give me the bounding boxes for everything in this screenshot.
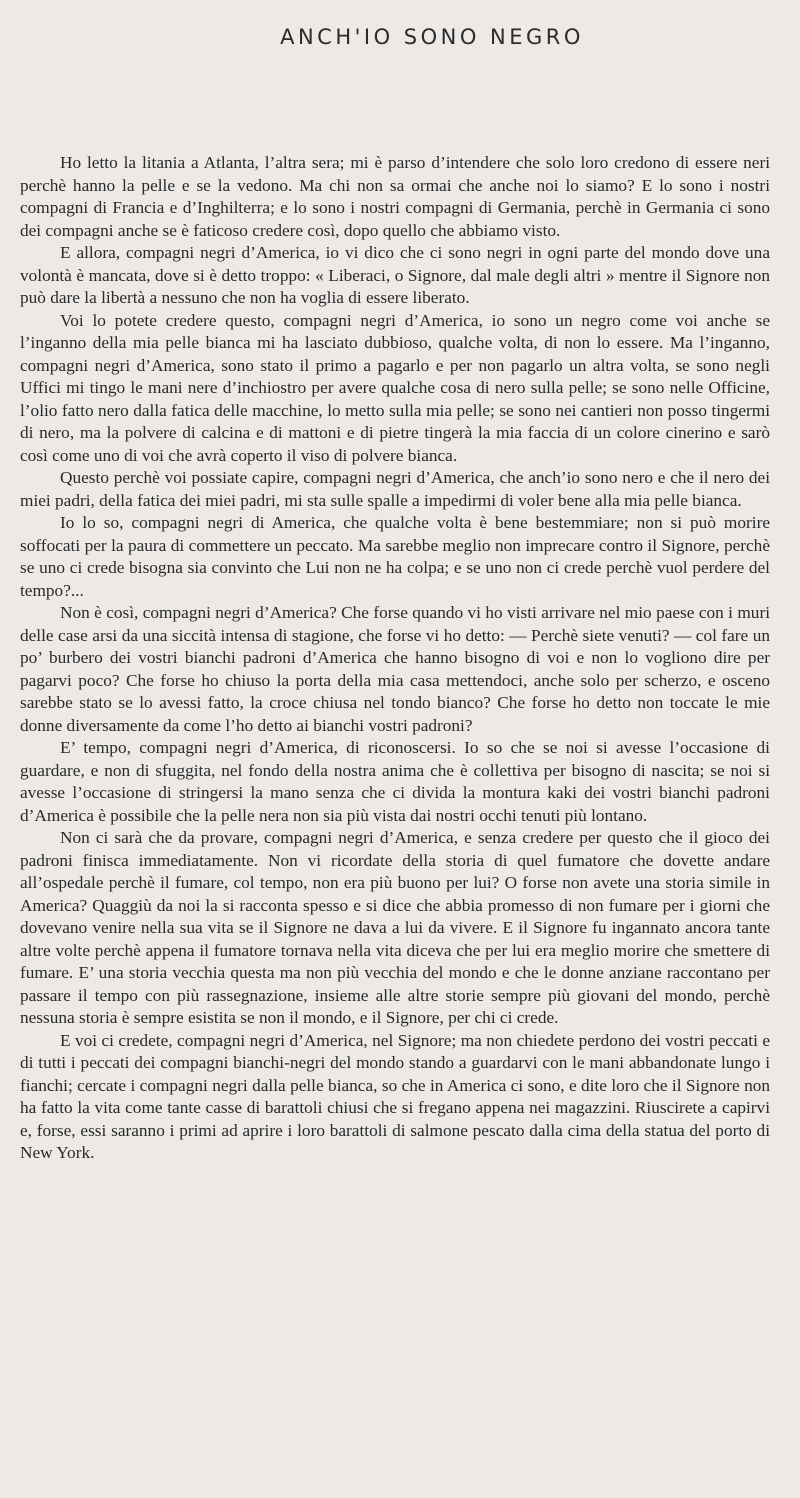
paragraph-9: E voi ci credete, compagni negri d’America, nel Signore; ma non chiedete perdono dei vostri peccati e di tutti i peccati dei compagni bianchi-negri del mondo stando a guardarvi con le mani abbandonate lungo i fianchi; cercate i compagni negri dalla pelle bianca, so che in America ci sono, e dite loro che il Signore non ha fatto la vita come tante casse di barattoli chiusi che si fregano appena nei magazzini. Riuscirete a capirvi e, forse, essi saranno i primi ad aprire i loro barattoli di salmone pescato dalla cima della statua del porto di New York. (20, 1030, 770, 1162)
paragraph-4: Questo perchè voi possiate capire, compagni negri d’America, che anch’io sono nero e che il nero dei miei padri, della fatica dei miei padri, mi sta sulle spalle a impedirmi di voler bene alla mia pelle bianca. (20, 468, 770, 510)
paragraph-7: E’ tempo, compagni negri d’America, di riconoscersi. Io so che se noi si avesse l’occasione di guardare, e non di sfuggita, nel fondo della nostra anima che è collettiva per bisogno di nascita; se noi si avesse l’occasione di stringersi la mano senza che ci divida la montura kaki dei vostri bianchi padroni d’America è possibile che la pelle nera non sia più vista dai nostri occhi tenuti più lontano. (20, 738, 770, 825)
article-title: ANCH'IO SONO NEGRO (280, 25, 584, 49)
paragraph-6: Non è così, compagni negri d’America? Che forse quando vi ho visti arrivare nel mio paese con i muri delle case arsi da una siccità intensa di stagione, che forse vi ho detto: — Perchè siete venuti? — col fare un po’ burbero dei vostri bianchi padroni d’America che hanno bisogno di voi e non lo vogliono dire per pagarvi poco? Che forse ho chiuso la porta della mia casa mettendoci, anche solo per scherzo, e osceno sarebbe stato se lo avessi fatto, la croce chiusa nel tondo bianco? Che forse ho detto non toccate le mie donne diversamente da come l’ho detto ai bianchi vostri padroni? (20, 603, 770, 735)
paragraph-5: Io lo so, compagni negri di America, che qualche volta è bene bestemmiare; non si può morire soffocati per la paura di commettere un peccato. Ma sarebbe meglio non imprecare contro il Signore, perchè se uno ci crede bisogna sia convinto che Lui non ne ha colpa; e se uno non ci crede perchè vuol perdere del tempo?... (20, 513, 770, 600)
article-body (20, 152, 770, 1165)
paragraph-2: E allora, compagni negri d’America, io vi dico che ci sono negri in ogni parte del mondo dove una volontà è mancata, dove si è detto troppo: « Liberaci, o Signore, dal male degli altri » mentre il Signore non può dare la libertà a nessuno che non ha voglia di essere liberato. (20, 243, 770, 307)
paragraph-1: Ho letto la litania a Atlanta, l’altra sera; mi è parso d’intendere che solo loro credono di essere neri perchè hanno la pelle e se la vedono. Ma chi non sa ormai che anche noi lo siamo? E lo sono i nostri compagni di Francia e d’Inghilterra; e lo sono i nostri compagni di Germania, perchè in Germania ci sono dei compagni anche se è faticoso credere così, dopo quello che abbiamo visto. (20, 153, 770, 240)
paragraph-3: Voi lo potete credere questo, compagni negri d’America, io sono un negro come voi anche se l’inganno della mia pelle bianca mi ha lasciato dubbioso, qualche volta, di non lo essere. Ma l’inganno, compagni negri d’America, sono stato il primo a pagarlo e per non pagarlo un altra volta, se sono negli Uffici mi tingo le mani nere d’inchiostro per avere qualche cosa di nero sulla pelle; se sono nelle Officine, l’olio fatto nero dalla fatica delle macchine, lo metto sulla mia pelle; se sono nei cantieri non posso tingermi di nero, ma la polvere di calcina e di mattoni e di pietre tingerà la mia faccia di un colore cinerino e sarò così come uno di voi che avrà coperto il viso di polvere bianca. (20, 310, 770, 465)
paragraph-8: Non ci sarà che da provare, compagni negri d’America, e senza credere per questo che il gioco dei padroni finisca immediatamente. Non vi ricordate della storia di quel fumatore che dovette andare all’ospedale perchè il fumare, col tempo, non era più buono per lui? O forse non avete una storia simile in America? Quaggiù da noi la si racconta spesso e si dice che abbia promesso di non fumare per i giorni che dovevano venire nella sua vita se il Signore ne dava a lui da vivere. E il Signore fu ingannato ancora tante altre volte perchè appena il fumatore tornava nella vita diceva che per lui era meglio morire che smettere di fumare. E’ una storia vecchia questa ma non più vecchia del mondo e che le donne anziane raccontano per passare il tempo con più rassegnazione, insieme alle altre storie sempre più giovani del mondo, perchè nessuna storia è sempre esistita se non il mondo, e il Signore, per chi ci crede. (20, 828, 770, 1027)
